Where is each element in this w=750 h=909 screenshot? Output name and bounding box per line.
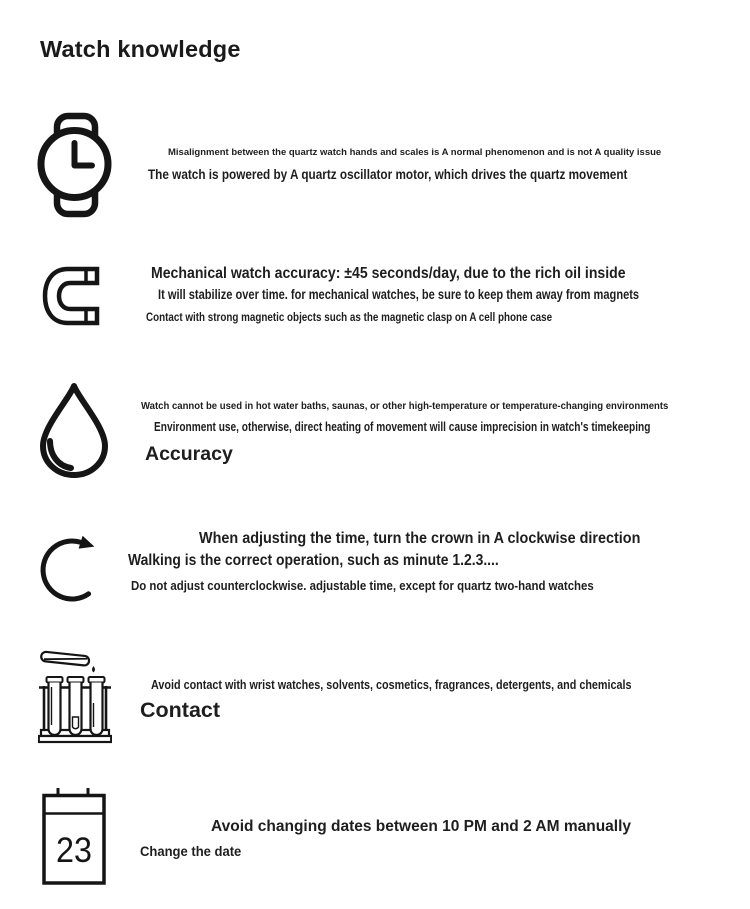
section-crown-note: Walking is the correct operation, such as minute 1.2.3.... (128, 552, 499, 569)
magnet-icon (42, 266, 108, 326)
section-magnet-note-small: Contact with strong magnetic objects such as the magnetic clasp on A cell phone case (146, 310, 553, 324)
calendar-day-number: 23 (56, 831, 92, 870)
section-crown-note-small: Do not adjust counterclockwise. adjustable time, except for quartz two-hand watches (131, 578, 594, 593)
section-temperature-note-small: Watch cannot be used in hot water baths, saunas, or other high-temperature or temperature-changing environments (141, 400, 669, 412)
section-chemicals-note: Avoid contact with wrist watches, solvents, cosmetics, fragrances, detergents, and chemicals (151, 677, 632, 692)
section-date-headline: Avoid changing dates between 10 PM and 2 AM manually (211, 818, 632, 835)
clockwise-rotation-icon (38, 526, 106, 612)
section-chemicals-headline: Contact (140, 698, 221, 722)
water-drop-icon (38, 382, 110, 479)
section-temperature-note: Environment use, otherwise, direct heating of movement will cause imprecision in watch's timekeeping (154, 420, 651, 434)
test-tubes-icon (38, 645, 112, 745)
section-magnet-note: It will stabilize over time. for mechanical watches, be sure to keep them away from magnets (158, 287, 640, 302)
wristwatch-icon (37, 112, 112, 218)
section-crown-headline: When adjusting the time, turn the crown in A clockwise direction (199, 530, 641, 547)
page-title: Watch knowledge (40, 36, 241, 62)
calendar-icon (42, 787, 106, 885)
section-quartz-note-main: The watch is powered by A quartz oscillator motor, which drives the quartz movement (148, 166, 628, 182)
section-date-note: Change the date (140, 843, 242, 859)
section-quartz-note-small: Misalignment between the quartz watch hands and scales is A normal phenomenon and is not A quality issue (168, 147, 662, 158)
section-magnet-headline: Mechanical watch accuracy: ±45 seconds/day, due to the rich oil inside (151, 265, 626, 282)
section-temperature-headline: Accuracy (145, 443, 233, 465)
